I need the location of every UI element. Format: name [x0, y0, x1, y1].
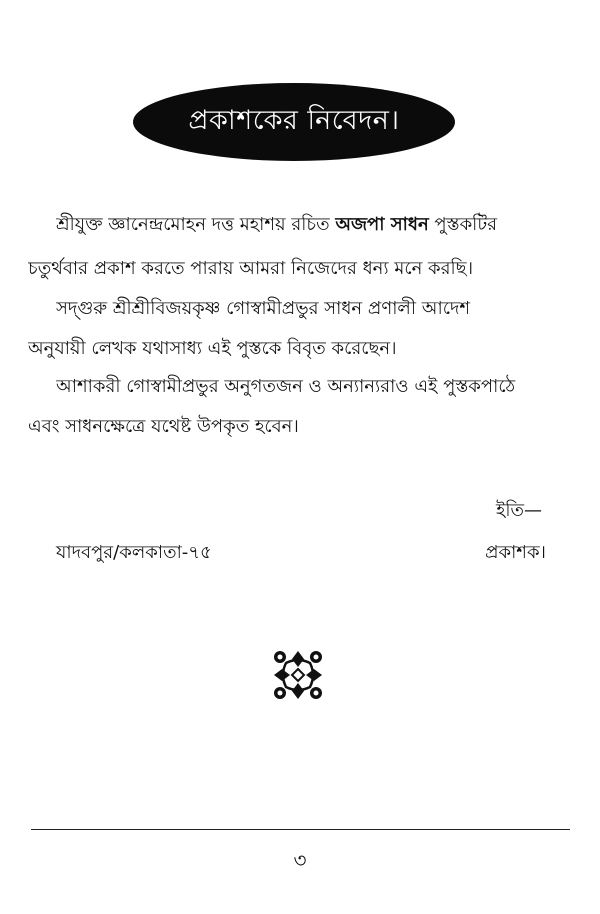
page-title: প্রকাশকের নিবেদন। [188, 104, 400, 136]
footer-place: যাদবপুর/কলকাতা-৭৫ [56, 542, 212, 563]
page-number: ৩ [293, 848, 307, 872]
paragraph-2-line-2: অনুযায়ী লেখক যথাসাধ্য এই পুস্তকে বিবৃত করেছেন। [28, 338, 397, 359]
signoff: ইতি— [495, 500, 542, 521]
book-title-bold: অজপা সাধন [335, 214, 429, 235]
paragraph-1-line-1 [56, 212, 570, 238]
paragraph-3-line-1: আশাকরী গোস্বামীপ্রভুর অনুগতজন ও অন্যান্যরাও এই পুস্তকপাঠে [56, 376, 516, 397]
paragraph-2-line-1: সদ্‌গুরু শ্রীশ্রীবিজয়কৃষ্ণ গোস্বামীপ্রভুর সাধন প্রণালী আদেশ [56, 298, 471, 319]
floral-ornament-icon [270, 647, 326, 703]
heading-banner [133, 83, 455, 161]
paragraph-1-text-a: শ্রীযুক্ত জ্ঞানেন্দ্রমোহন দত্ত মহাশয় রচিত [56, 214, 336, 235]
paragraph-1-line-2: চতুর্থবার প্রকাশ করতে পারায় আমরা নিজেদের ধন্য মনে করছি। [28, 258, 474, 279]
footer-divider [31, 829, 570, 830]
footer-publisher: প্রকাশক। [485, 542, 546, 563]
paragraph-1-text-b: পুস্তকটির [428, 214, 498, 235]
paragraph-3-line-2: এবং সাধনক্ষেত্রে যথেষ্ট উপকৃত হবেন। [28, 416, 299, 437]
